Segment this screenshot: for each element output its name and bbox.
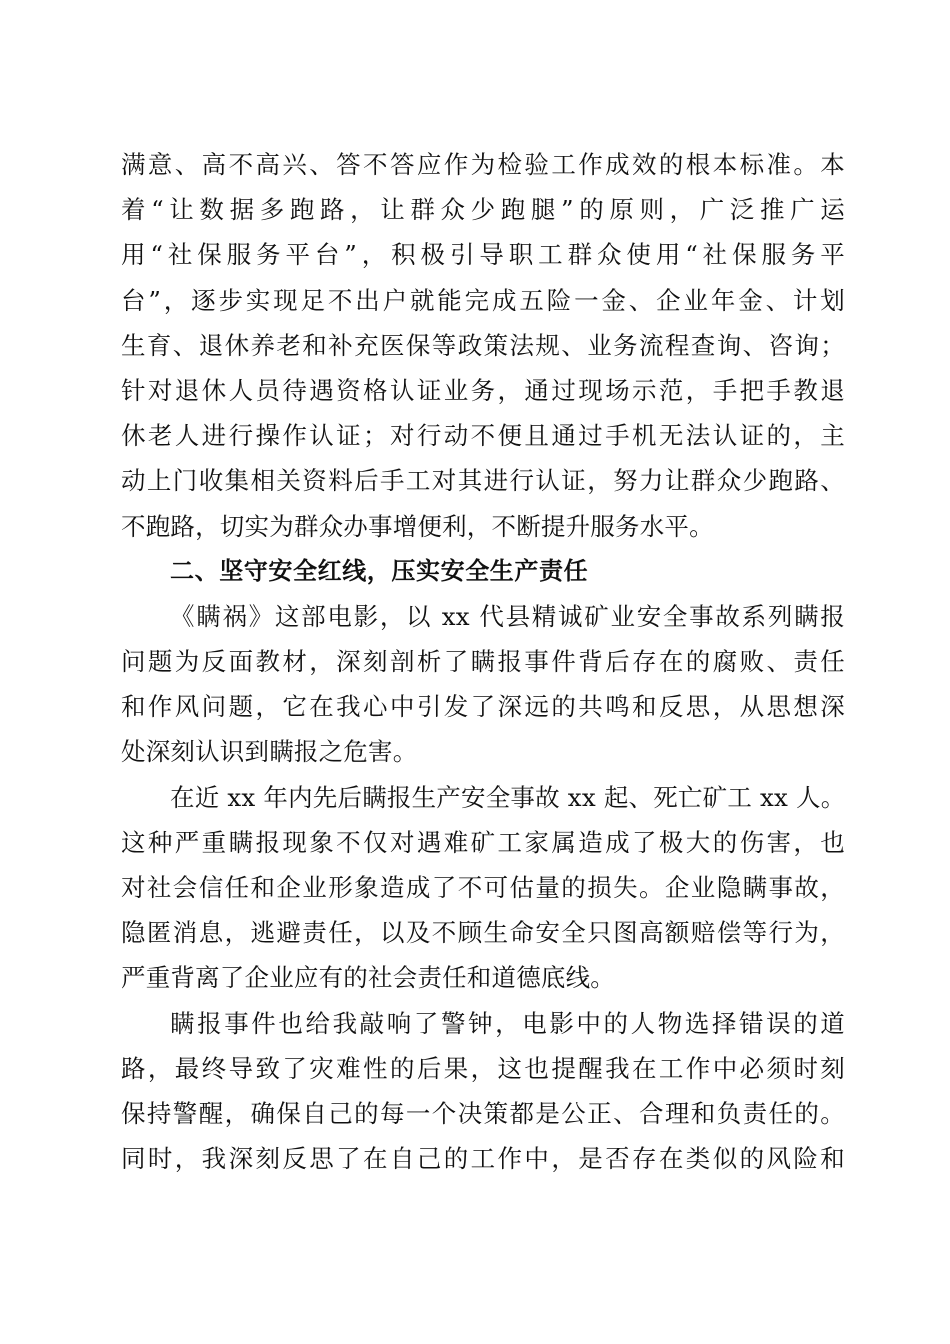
text-line: 不跑路，切实为群众办事增便利，不断提升服务水平。 bbox=[121, 511, 714, 541]
text-line: 这种严重瞒报现象不仅对遇难矿工家属造成了极大的伤害，也 bbox=[121, 827, 845, 857]
text-line: 同时，我深刻反思了在自己的工作中，是否存在类似的风险和 bbox=[121, 1144, 845, 1174]
text-line: 隐匿消息，逃避责任，以及不顾生命安全只图高额赔偿等行为， bbox=[121, 918, 845, 948]
paragraph-concealment bbox=[121, 775, 845, 1001]
text-line: 保持警醒，确保自己的每一个决策都是公正、合理和负责任的。 bbox=[121, 1098, 845, 1128]
text-line: 严重背离了企业应有的社会责任和道德底线。 bbox=[121, 963, 615, 993]
text-line: 台”，逐步实现足不出户就能完成五险一金、企业年金、计划 bbox=[121, 285, 845, 315]
text-line: 在近 xx 年内先后瞒报生产安全事故 xx 起、死亡矿工 xx 人。 bbox=[170, 782, 846, 812]
document-body bbox=[121, 142, 845, 1181]
paragraph-service bbox=[121, 142, 845, 549]
text-line: 生育、退休养老和补充医保等政策法规、业务流程查询、咨询； bbox=[121, 330, 845, 360]
text-line: 路，最终导致了灾难性的后果，这也提醒我在工作中必须时刻 bbox=[121, 1053, 845, 1083]
text-line: 处深刻认识到瞒报之危害。 bbox=[121, 737, 418, 767]
text-line: 着“让数据多跑路，让群众少跑腿”的原则，广泛推广运 bbox=[121, 195, 845, 225]
paragraph-film bbox=[121, 594, 845, 775]
text-line: 问题为反面教材，深刻剖析了瞒报事件背后存在的腐败、责任 bbox=[121, 647, 845, 677]
text-line: 休老人进行操作认证；对行动不便且通过手机无法认证的，主 bbox=[121, 421, 845, 451]
text-line: 针对退休人员待遇资格认证业务，通过现场示范，手把手教退 bbox=[121, 375, 845, 405]
text-line: 和作风问题，它在我心中引发了深远的共鸣和反思，从思想深 bbox=[121, 692, 845, 722]
text-line: 用“社保服务平台”，积极引导职工群众使用“社保服务平 bbox=[121, 240, 845, 270]
text-line: 动上门收集相关资料后手工对其进行认证，努力让群众少跑路、 bbox=[121, 466, 845, 496]
text-line: 《瞒祸》这部电影，以 xx 代县精诚矿业安全事故系列瞒报 bbox=[170, 601, 845, 631]
text-line: 满意、高不高兴、答不答应作为检验工作成效的根本标准。本 bbox=[121, 150, 845, 179]
text-line: 对社会信任和企业形象造成了不可估量的损失。企业隐瞒事故， bbox=[121, 873, 845, 902]
section-heading: 二、坚守安全红线，压实安全生产责任 bbox=[170, 556, 589, 585]
paragraph-reflection bbox=[121, 1001, 845, 1182]
text-line: 瞒报事件也给我敲响了警钟，电影中的人物选择错误的道 bbox=[170, 1008, 845, 1038]
